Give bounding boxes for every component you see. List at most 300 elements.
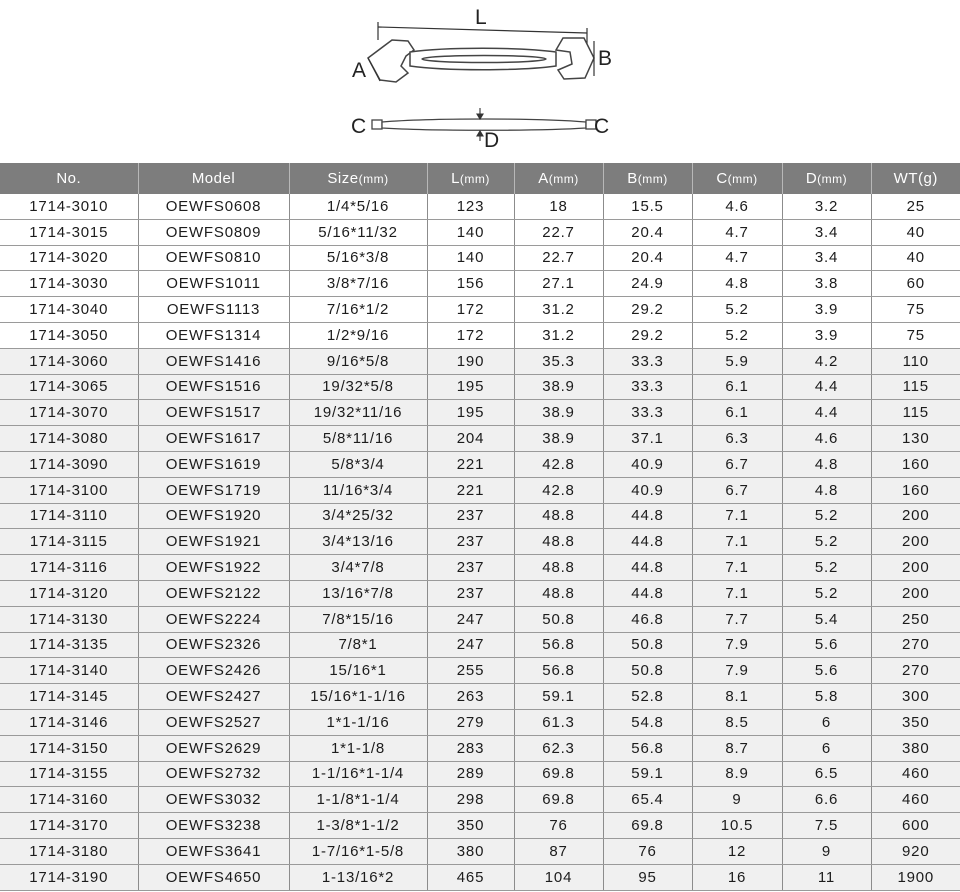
table-cell: 22.7 [514,245,603,271]
table-cell: 221 [427,477,514,503]
table-cell: 298 [427,787,514,813]
table-cell: 38.9 [514,426,603,452]
table-cell: 4.8 [782,477,871,503]
table-cell: 5.2 [782,503,871,529]
column-header-unit: (mm) [727,172,758,186]
table-cell: 9/16*5/8 [289,348,427,374]
table-cell: 350 [871,709,960,735]
table-cell: 200 [871,555,960,581]
table-cell: 38.9 [514,400,603,426]
table-cell: 1714-3060 [0,348,138,374]
table-cell: 1714-3146 [0,709,138,735]
table-cell: 62.3 [514,735,603,761]
table-cell: 42.8 [514,451,603,477]
table-cell: 460 [871,761,960,787]
table-cell: 76 [514,813,603,839]
table-cell: 15/16*1-1/16 [289,684,427,710]
table-cell: 40.9 [603,451,692,477]
table-cell: OEWFS1011 [138,271,289,297]
table-cell: 130 [871,426,960,452]
table-cell: 195 [427,374,514,400]
table-cell: 5.8 [782,684,871,710]
table-cell: 1714-3140 [0,658,138,684]
table-cell: OEWFS1922 [138,555,289,581]
table-row [0,838,960,864]
table-cell: 69.8 [514,787,603,813]
table-row [0,761,960,787]
table-cell: 247 [427,606,514,632]
label-l: L [475,6,487,29]
table-cell: 920 [871,838,960,864]
table-cell: 56.8 [514,658,603,684]
table-row [0,451,960,477]
table-cell: 69.8 [514,761,603,787]
column-header [692,163,782,194]
table-cell: 5/8*11/16 [289,426,427,452]
table-cell: 270 [871,658,960,684]
table-cell: 29.2 [603,297,692,323]
column-header [603,163,692,194]
table-cell: 237 [427,529,514,555]
table-cell: 156 [427,271,514,297]
column-header-label: D [805,170,818,187]
table-cell: 380 [427,838,514,864]
column-header-label: No. [56,170,82,187]
table-row [0,322,960,348]
table-cell: 22.7 [514,219,603,245]
table-cell: 4.8 [692,271,782,297]
table-cell: 1-3/8*1-1/2 [289,813,427,839]
table-cell: 95 [603,864,692,890]
table-cell: 3.4 [782,219,871,245]
table-cell: 48.8 [514,580,603,606]
table-cell: 16 [692,864,782,890]
table-cell: 44.8 [603,529,692,555]
table-cell: 1714-3120 [0,580,138,606]
table-cell: 1714-3080 [0,426,138,452]
table-cell: OEWFS3032 [138,787,289,813]
column-header-label: Size [327,170,359,187]
table-cell: 7.7 [692,606,782,632]
table-cell: 1714-3116 [0,555,138,581]
column-header-label: B [627,170,638,187]
table-cell: 40 [871,245,960,271]
table-cell: 1/4*5/16 [289,194,427,219]
table-cell: 289 [427,761,514,787]
table-cell: OEWFS1516 [138,374,289,400]
table-cell: 237 [427,580,514,606]
table-row [0,813,960,839]
table-cell: OEWFS0810 [138,245,289,271]
table-cell: 31.2 [514,322,603,348]
column-header-unit: (mm) [817,172,848,186]
table-cell: 123 [427,194,514,219]
table-row [0,374,960,400]
column-header-label: A [538,170,549,187]
table-cell: 6.7 [692,477,782,503]
table-cell: 1-1/8*1-1/4 [289,787,427,813]
table-cell: 1714-3050 [0,322,138,348]
table-cell: 75 [871,297,960,323]
table-cell: 5/16*3/8 [289,245,427,271]
table-cell: 283 [427,735,514,761]
table-cell: 9 [782,838,871,864]
table-cell: 59.1 [514,684,603,710]
table-cell: 1714-3070 [0,400,138,426]
table-cell: 4.4 [782,374,871,400]
table-cell: 300 [871,684,960,710]
wrench-dimension-diagram [0,0,960,162]
table-cell: 5.6 [782,632,871,658]
table-cell: OEWFS4650 [138,864,289,890]
table-row [0,348,960,374]
table-row [0,684,960,710]
table-cell: 5.2 [692,322,782,348]
table-cell: 46.8 [603,606,692,632]
table-cell: 48.8 [514,529,603,555]
column-header-unit: (mm) [459,172,490,186]
table-cell: 1714-3145 [0,684,138,710]
table-cell: OEWFS2427 [138,684,289,710]
column-header-unit: (mm) [637,172,668,186]
table-cell: 3.8 [782,271,871,297]
table-row [0,580,960,606]
table-cell: 1-1/16*1-1/4 [289,761,427,787]
column-header [289,163,427,194]
table-row [0,297,960,323]
table-cell: 172 [427,322,514,348]
table-cell: 6.7 [692,451,782,477]
table-cell: 7/8*15/16 [289,606,427,632]
table-cell: 5.2 [782,529,871,555]
table-cell: OEWFS3238 [138,813,289,839]
table-cell: 270 [871,632,960,658]
table-row [0,632,960,658]
table-cell: 19/32*5/8 [289,374,427,400]
table-cell: 190 [427,348,514,374]
table-row [0,864,960,890]
table-cell: 69.8 [603,813,692,839]
table-cell: 61.3 [514,709,603,735]
column-header-unit: (mm) [358,172,389,186]
label-c-left: C [351,115,367,138]
table-cell: 1714-3010 [0,194,138,219]
table-cell: 3/8*7/16 [289,271,427,297]
table-cell: 65.4 [603,787,692,813]
table-cell: 1714-3100 [0,477,138,503]
table-cell: 7.1 [692,503,782,529]
table-cell: 140 [427,245,514,271]
table-cell: OEWFS1619 [138,451,289,477]
table-cell: 1714-3160 [0,787,138,813]
table-cell: 247 [427,632,514,658]
table-cell: 40 [871,219,960,245]
column-header-label: L [451,170,460,187]
table-cell: 56.8 [514,632,603,658]
table-row [0,529,960,555]
table-row [0,245,960,271]
table-cell: 4.6 [782,426,871,452]
table-cell: 3/4*13/16 [289,529,427,555]
table-cell: 5.2 [782,580,871,606]
table-row [0,787,960,813]
table-cell: 6 [782,735,871,761]
table-row [0,194,960,219]
column-header [0,163,138,194]
table-cell: 237 [427,555,514,581]
table-cell: 1714-3030 [0,271,138,297]
table-cell: 115 [871,374,960,400]
table-cell: 11 [782,864,871,890]
column-header-label: WT(g) [893,170,938,187]
table-cell: 4.7 [692,219,782,245]
table-cell: 1714-3170 [0,813,138,839]
table-cell: OEWFS1719 [138,477,289,503]
table-cell: 50.8 [603,658,692,684]
table-cell: 7.9 [692,632,782,658]
table-body [0,194,960,890]
table-cell: 1714-3090 [0,451,138,477]
table-cell: 1900 [871,864,960,890]
table-cell: OEWFS1113 [138,297,289,323]
table-cell: 200 [871,580,960,606]
table-cell: 1714-3130 [0,606,138,632]
table-cell: 6.6 [782,787,871,813]
table-cell: 13/16*7/8 [289,580,427,606]
table-cell: 1714-3180 [0,838,138,864]
table-cell: 3.2 [782,194,871,219]
table-cell: 172 [427,297,514,323]
label-d: D [484,129,500,152]
table-cell: 19/32*11/16 [289,400,427,426]
table-cell: 3.9 [782,297,871,323]
table-cell: 160 [871,451,960,477]
table-cell: 1714-3155 [0,761,138,787]
table-cell: 279 [427,709,514,735]
label-c-right: C [594,115,610,138]
table-cell: 5.2 [692,297,782,323]
table-cell: 8.7 [692,735,782,761]
table-cell: OEWFS2527 [138,709,289,735]
table-cell: 7/16*1/2 [289,297,427,323]
table-cell: 7.1 [692,555,782,581]
table-cell: 1714-3190 [0,864,138,890]
table-cell: OEWFS2732 [138,761,289,787]
table-row [0,658,960,684]
table-cell: 33.3 [603,348,692,374]
table-cell: 5.9 [692,348,782,374]
table-row [0,426,960,452]
table-row [0,271,960,297]
table-cell: OEWFS1517 [138,400,289,426]
table-cell: OEWFS2426 [138,658,289,684]
table-cell: 11/16*3/4 [289,477,427,503]
table-cell: 7.5 [782,813,871,839]
table-cell: 15.5 [603,194,692,219]
column-header-label: C [716,170,728,187]
table-cell: OEWFS2224 [138,606,289,632]
table-cell: 5.6 [782,658,871,684]
table-cell: 1714-3135 [0,632,138,658]
table-cell: 4.2 [782,348,871,374]
table-cell: 115 [871,400,960,426]
table-cell: 1714-3115 [0,529,138,555]
table-cell: 4.8 [782,451,871,477]
table-cell: 33.3 [603,374,692,400]
table-cell: 110 [871,348,960,374]
table-cell: 6 [782,709,871,735]
table-row [0,503,960,529]
table-cell: 8.9 [692,761,782,787]
table-cell: 6.3 [692,426,782,452]
table-cell: 20.4 [603,245,692,271]
table-cell: 7.1 [692,529,782,555]
column-header [138,163,289,194]
table-cell: 31.2 [514,297,603,323]
table-cell: 200 [871,503,960,529]
table-cell: 37.1 [603,426,692,452]
table-cell: 250 [871,606,960,632]
wrench-top-view [368,38,594,82]
table-cell: 200 [871,529,960,555]
table-cell: 20.4 [603,219,692,245]
table-cell: 3/4*7/8 [289,555,427,581]
table-cell: 4.4 [782,400,871,426]
table-cell: 7.9 [692,658,782,684]
table-cell: OEWFS1921 [138,529,289,555]
table-cell: 44.8 [603,555,692,581]
table-cell: 44.8 [603,580,692,606]
label-b: B [598,47,613,70]
table-cell: OEWFS0608 [138,194,289,219]
table-cell: 1714-3110 [0,503,138,529]
table-cell: 75 [871,322,960,348]
table-cell: 4.6 [692,194,782,219]
table-cell: 8.1 [692,684,782,710]
table-cell: 6.1 [692,400,782,426]
table-cell: 255 [427,658,514,684]
table-cell: 1714-3065 [0,374,138,400]
table-cell: 87 [514,838,603,864]
table-cell: 56.8 [603,735,692,761]
table-cell: 160 [871,477,960,503]
table-cell: 40.9 [603,477,692,503]
table-cell: 4.7 [692,245,782,271]
table-cell: 1/2*9/16 [289,322,427,348]
table-cell: 15/16*1 [289,658,427,684]
table-cell: 60 [871,271,960,297]
table-header-row [0,163,960,194]
column-header-unit: (mm) [548,172,579,186]
label-a: A [352,59,367,82]
table-cell: 3/4*25/32 [289,503,427,529]
column-header [427,163,514,194]
table-cell: OEWFS2629 [138,735,289,761]
table-cell: OEWFS0809 [138,219,289,245]
table-row [0,709,960,735]
table-row [0,735,960,761]
table-row [0,606,960,632]
table-cell: 6.5 [782,761,871,787]
table-cell: OEWFS1920 [138,503,289,529]
table-cell: 59.1 [603,761,692,787]
table-cell: 5/16*11/32 [289,219,427,245]
table-cell: 35.3 [514,348,603,374]
table-cell: 1714-3015 [0,219,138,245]
table-cell: 1714-3020 [0,245,138,271]
spec-table [0,163,960,891]
table-cell: 204 [427,426,514,452]
table-cell: 50.8 [603,632,692,658]
table-cell: 460 [871,787,960,813]
table-cell: OEWFS1416 [138,348,289,374]
table-cell: 27.1 [514,271,603,297]
table-cell: OEWFS1617 [138,426,289,452]
table-cell: 5.4 [782,606,871,632]
table-cell: 5.2 [782,555,871,581]
table-cell: 42.8 [514,477,603,503]
table-cell: 76 [603,838,692,864]
table-cell: 1-7/16*1-5/8 [289,838,427,864]
table-cell: OEWFS2326 [138,632,289,658]
table-cell: 6.1 [692,374,782,400]
table-cell: 140 [427,219,514,245]
table-cell: 465 [427,864,514,890]
column-header [782,163,871,194]
table-row [0,555,960,581]
table-cell: OEWFS3641 [138,838,289,864]
table-cell: 1-13/16*2 [289,864,427,890]
table-cell: 50.8 [514,606,603,632]
column-header [871,163,960,194]
table-cell: 3.4 [782,245,871,271]
table-cell: OEWFS2122 [138,580,289,606]
table-cell: 48.8 [514,503,603,529]
table-cell: 7.1 [692,580,782,606]
table-cell: 54.8 [603,709,692,735]
table-cell: 600 [871,813,960,839]
table-cell: 38.9 [514,374,603,400]
table-cell: 52.8 [603,684,692,710]
table-cell: 29.2 [603,322,692,348]
table-cell: 350 [427,813,514,839]
table-cell: 1*1-1/8 [289,735,427,761]
table-cell: 24.9 [603,271,692,297]
table-cell: 221 [427,451,514,477]
table-cell: 9 [692,787,782,813]
table-cell: 8.5 [692,709,782,735]
table-cell: 1714-3150 [0,735,138,761]
table-cell: 3.9 [782,322,871,348]
table-cell: 5/8*3/4 [289,451,427,477]
table-cell: 25 [871,194,960,219]
table-cell: 48.8 [514,555,603,581]
table-cell: 33.3 [603,400,692,426]
table-cell: 263 [427,684,514,710]
table-cell: 237 [427,503,514,529]
table-cell: 12 [692,838,782,864]
table-cell: 10.5 [692,813,782,839]
table-cell: 18 [514,194,603,219]
column-header [514,163,603,194]
table-cell: 380 [871,735,960,761]
table-row [0,477,960,503]
table-row [0,400,960,426]
table-cell: 1714-3040 [0,297,138,323]
table-cell: OEWFS1314 [138,322,289,348]
table-cell: 104 [514,864,603,890]
table-row [0,219,960,245]
